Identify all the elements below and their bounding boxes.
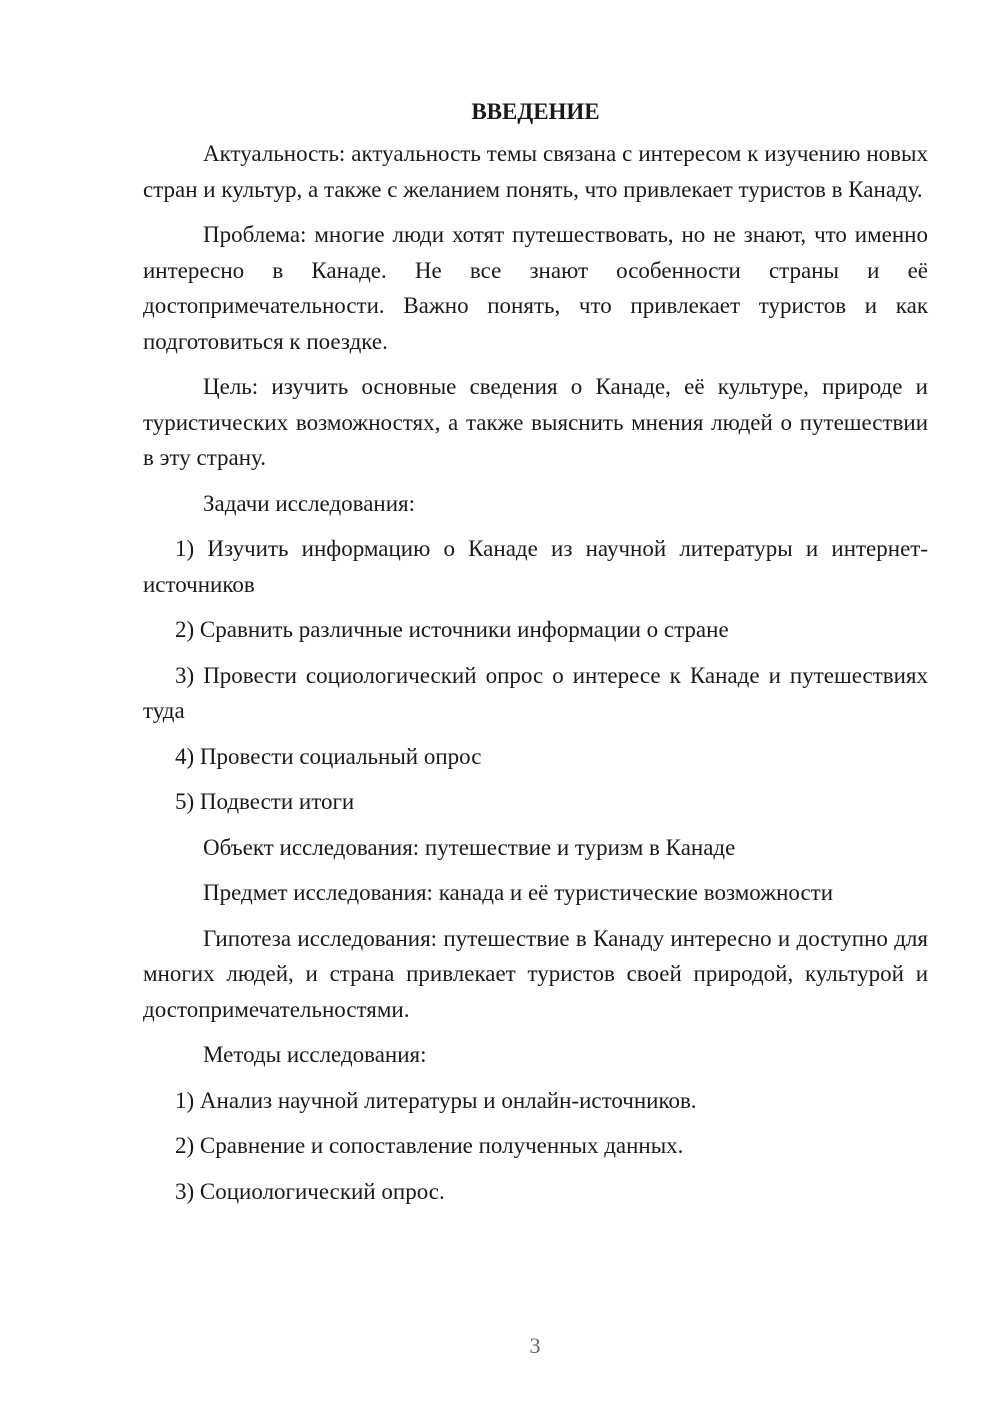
page-title: ВВЕДЕНИЕ (471, 99, 600, 124)
paragraph-problem: Проблема: многие люди хотят путешествовать, но не знают, что именно интересно в Канаде. Не все знают особенности страны и её достопримечательности. Важно понять, что привлекает туристов и как подготовиться к поездке. (143, 222, 928, 354)
tasks-heading: Задачи исследования: (203, 490, 416, 516)
paragraph-goal: Цель: изучить основные сведения о Канаде, её культуре, природе и туристических возможностях, а также выяснить мнения людей о путешествии в эту страну. (143, 374, 928, 470)
task-item-5: 5) Подвести итоги (175, 789, 355, 814)
page-number: 3 (529, 1333, 541, 1358)
paragraph-relevance: Актуальность: актуальность темы связана с интересом к изучению новых стран и культур, а также с желанием понять, что привлекает туристов в Канаду. (143, 141, 928, 202)
paragraph-subject: Предмет исследования: канада и её туристические возможности (203, 880, 834, 905)
task-item-3: 3) Провести социологический опрос о интересе к Канаде и путешествиях туда (143, 662, 928, 723)
methods-heading: Методы исследования: (203, 1042, 427, 1067)
page-content (143, 96, 928, 1219)
task-item-4: 4) Провести социальный опрос (175, 743, 482, 769)
paragraph-hypothesis: Гипотеза исследования: путешествие в Канаду интересно и доступно для многих людей, и страна привлекает туристов своей природой, культурой и достопримечательностями. (143, 925, 928, 1022)
method-item-1: 1) Анализ научной литературы и онлайн-источников. (175, 1087, 697, 1113)
paragraph-object: Объект исследования: путешествие и туризм в Канаде (203, 834, 736, 860)
task-item-1: 1) Изучить информацию о Канаде из научной литературы и интернет-источников (143, 536, 928, 597)
task-item-2: 2) Сравнить различные источники информации о стране (175, 617, 729, 642)
method-item-3: 3) Социологический опрос. (175, 1178, 445, 1204)
method-item-2: 2) Сравнение и сопоставление полученных данных. (175, 1133, 684, 1158)
